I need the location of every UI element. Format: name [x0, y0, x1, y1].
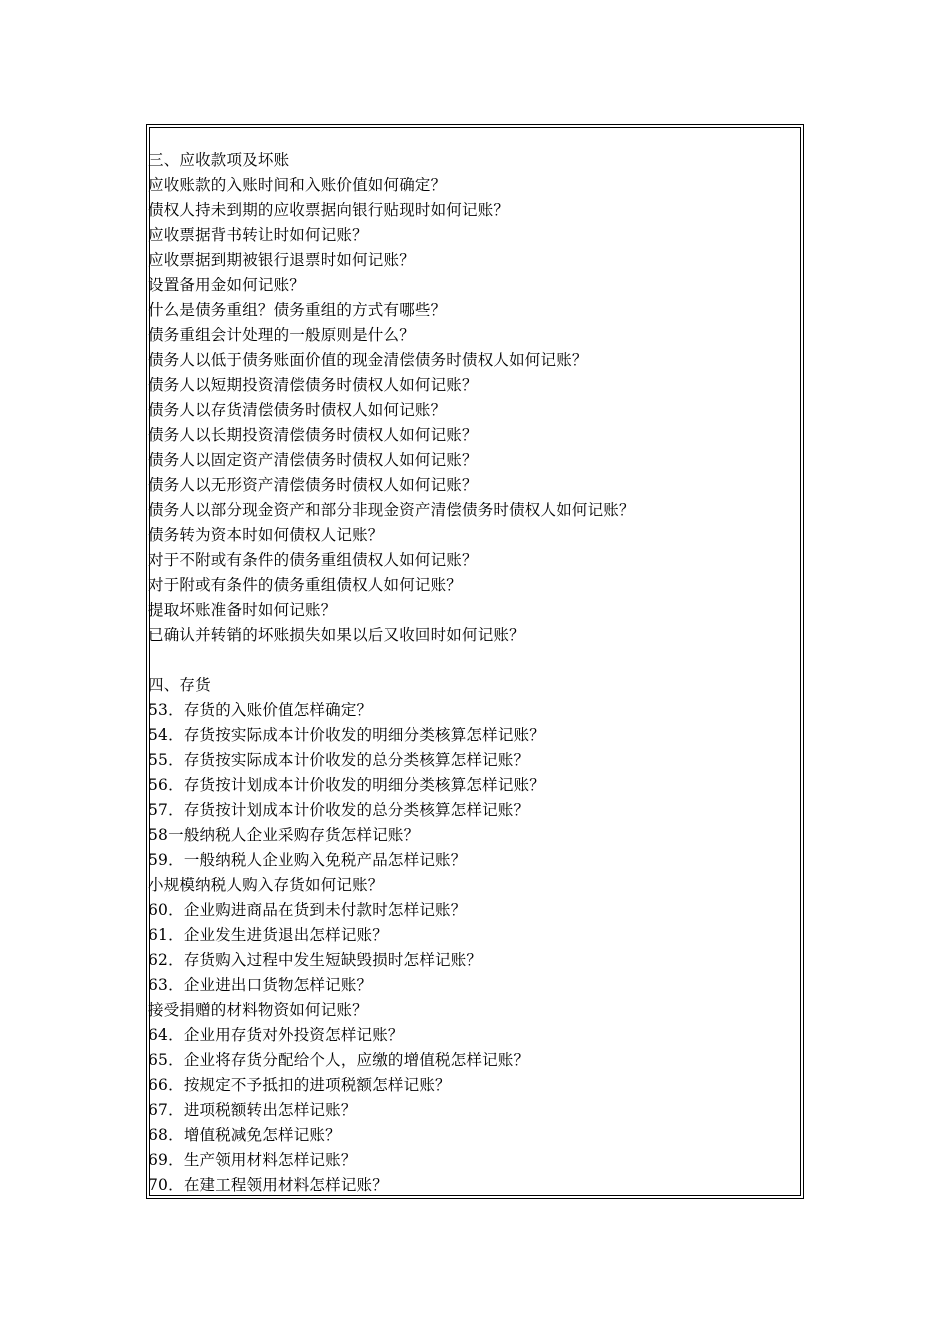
list-item: 66．按规定不予抵扣的进项税额怎样记账？ [148, 1076, 451, 1094]
inventory-question-list [148, 698, 798, 1198]
list-item: 57．存货按计划成本计价收发的总分类核算怎样记账？ [148, 801, 530, 819]
list-item: 68．增值税减免怎样记账？ [148, 1126, 341, 1144]
list-item: 53．存货的入账价值怎样确定？ [148, 701, 373, 719]
list-item: 债务人以存货清偿债务时债权人如何记账？ [148, 401, 447, 419]
list-item: 债权人持未到期的应收票据向银行贴现时如何记账？ [148, 201, 510, 219]
list-item: 应收票据背书转让时如何记账？ [148, 226, 368, 244]
list-item: 债务重组会计处理的一般原则是什么？ [148, 326, 415, 344]
list-item: 60．企业购进商品在货到未付款时怎样记账？ [148, 901, 467, 919]
list-item: 债务人以短期投资清偿债务时债权人如何记账？ [148, 376, 478, 394]
list-item: 54．存货按实际成本计价收发的明细分类核算怎样记账？ [148, 726, 545, 744]
list-item: 债务人以部分现金资产和部分非现金资产清偿债务时债权人如何记账？ [148, 501, 635, 519]
list-item: 56．存货按计划成本计价收发的明细分类核算怎样记账？ [148, 776, 545, 794]
list-item: 65．企业将存货分配给个人，应缴的增值税怎样记账？ [148, 1051, 530, 1069]
list-item: 63．企业进出口货物怎样记账？ [148, 976, 373, 994]
list-item: 70．在建工程领用材料怎样记账？ [148, 1176, 388, 1194]
receivables-question-list [148, 173, 798, 648]
list-item: 对于不附或有条件的债务重组债权人如何记账？ [148, 551, 478, 569]
section-heading-receivables: 三、应收款项及坏账 [148, 151, 290, 169]
list-item: 债务人以固定资产清偿债务时债权人如何记账？ [148, 451, 478, 469]
list-item: 债务人以低于债务账面价值的现金清偿债务时债权人如何记账？ [148, 351, 588, 369]
list-item: 应收账款的入账时间和入账价值如何确定？ [148, 176, 447, 194]
list-item: 应收票据到期被银行退票时如何记账？ [148, 251, 415, 269]
list-item: 61．企业发生进货退出怎样记账？ [148, 926, 388, 944]
list-item: 69．生产领用材料怎样记账？ [148, 1151, 357, 1169]
list-item: 对于附或有条件的债务重组债权人如何记账？ [148, 576, 463, 594]
list-item: 小规模纳税人购入存货如何记账？ [148, 876, 384, 894]
blank-line [148, 648, 798, 673]
list-item: 59．一般纳税人企业购入免税产品怎样记账？ [148, 851, 467, 869]
section-heading-inventory: 四、存货 [148, 676, 211, 694]
list-item: 什么是债务重组？债务重组的方式有哪些？ [148, 301, 447, 319]
list-item: 设置备用金如何记账？ [148, 276, 306, 294]
table-cell-content [148, 148, 798, 1198]
list-item: 债务转为资本时如何债权人记账？ [148, 526, 384, 544]
list-item: 64．企业用存货对外投资怎样记账？ [148, 1026, 404, 1044]
list-item: 55．存货按实际成本计价收发的总分类核算怎样记账？ [148, 751, 530, 769]
list-item: 债务人以长期投资清偿债务时债权人如何记账？ [148, 426, 478, 444]
list-item: 67．进项税额转出怎样记账？ [148, 1101, 357, 1119]
list-item: 已确认并转销的坏账损失如果以后又收回时如何记账？ [148, 626, 525, 644]
list-item: 债务人以无形资产清偿债务时债权人如何记账？ [148, 476, 478, 494]
list-item: 62．存货购入过程中发生短缺毁损时怎样记账？ [148, 951, 483, 969]
list-item: 提取坏账准备时如何记账？ [148, 601, 337, 619]
list-item: 接受捐赠的材料物资如何记账？ [148, 1001, 368, 1019]
list-item: 58一般纳税人企业采购存货怎样记账？ [148, 826, 420, 844]
